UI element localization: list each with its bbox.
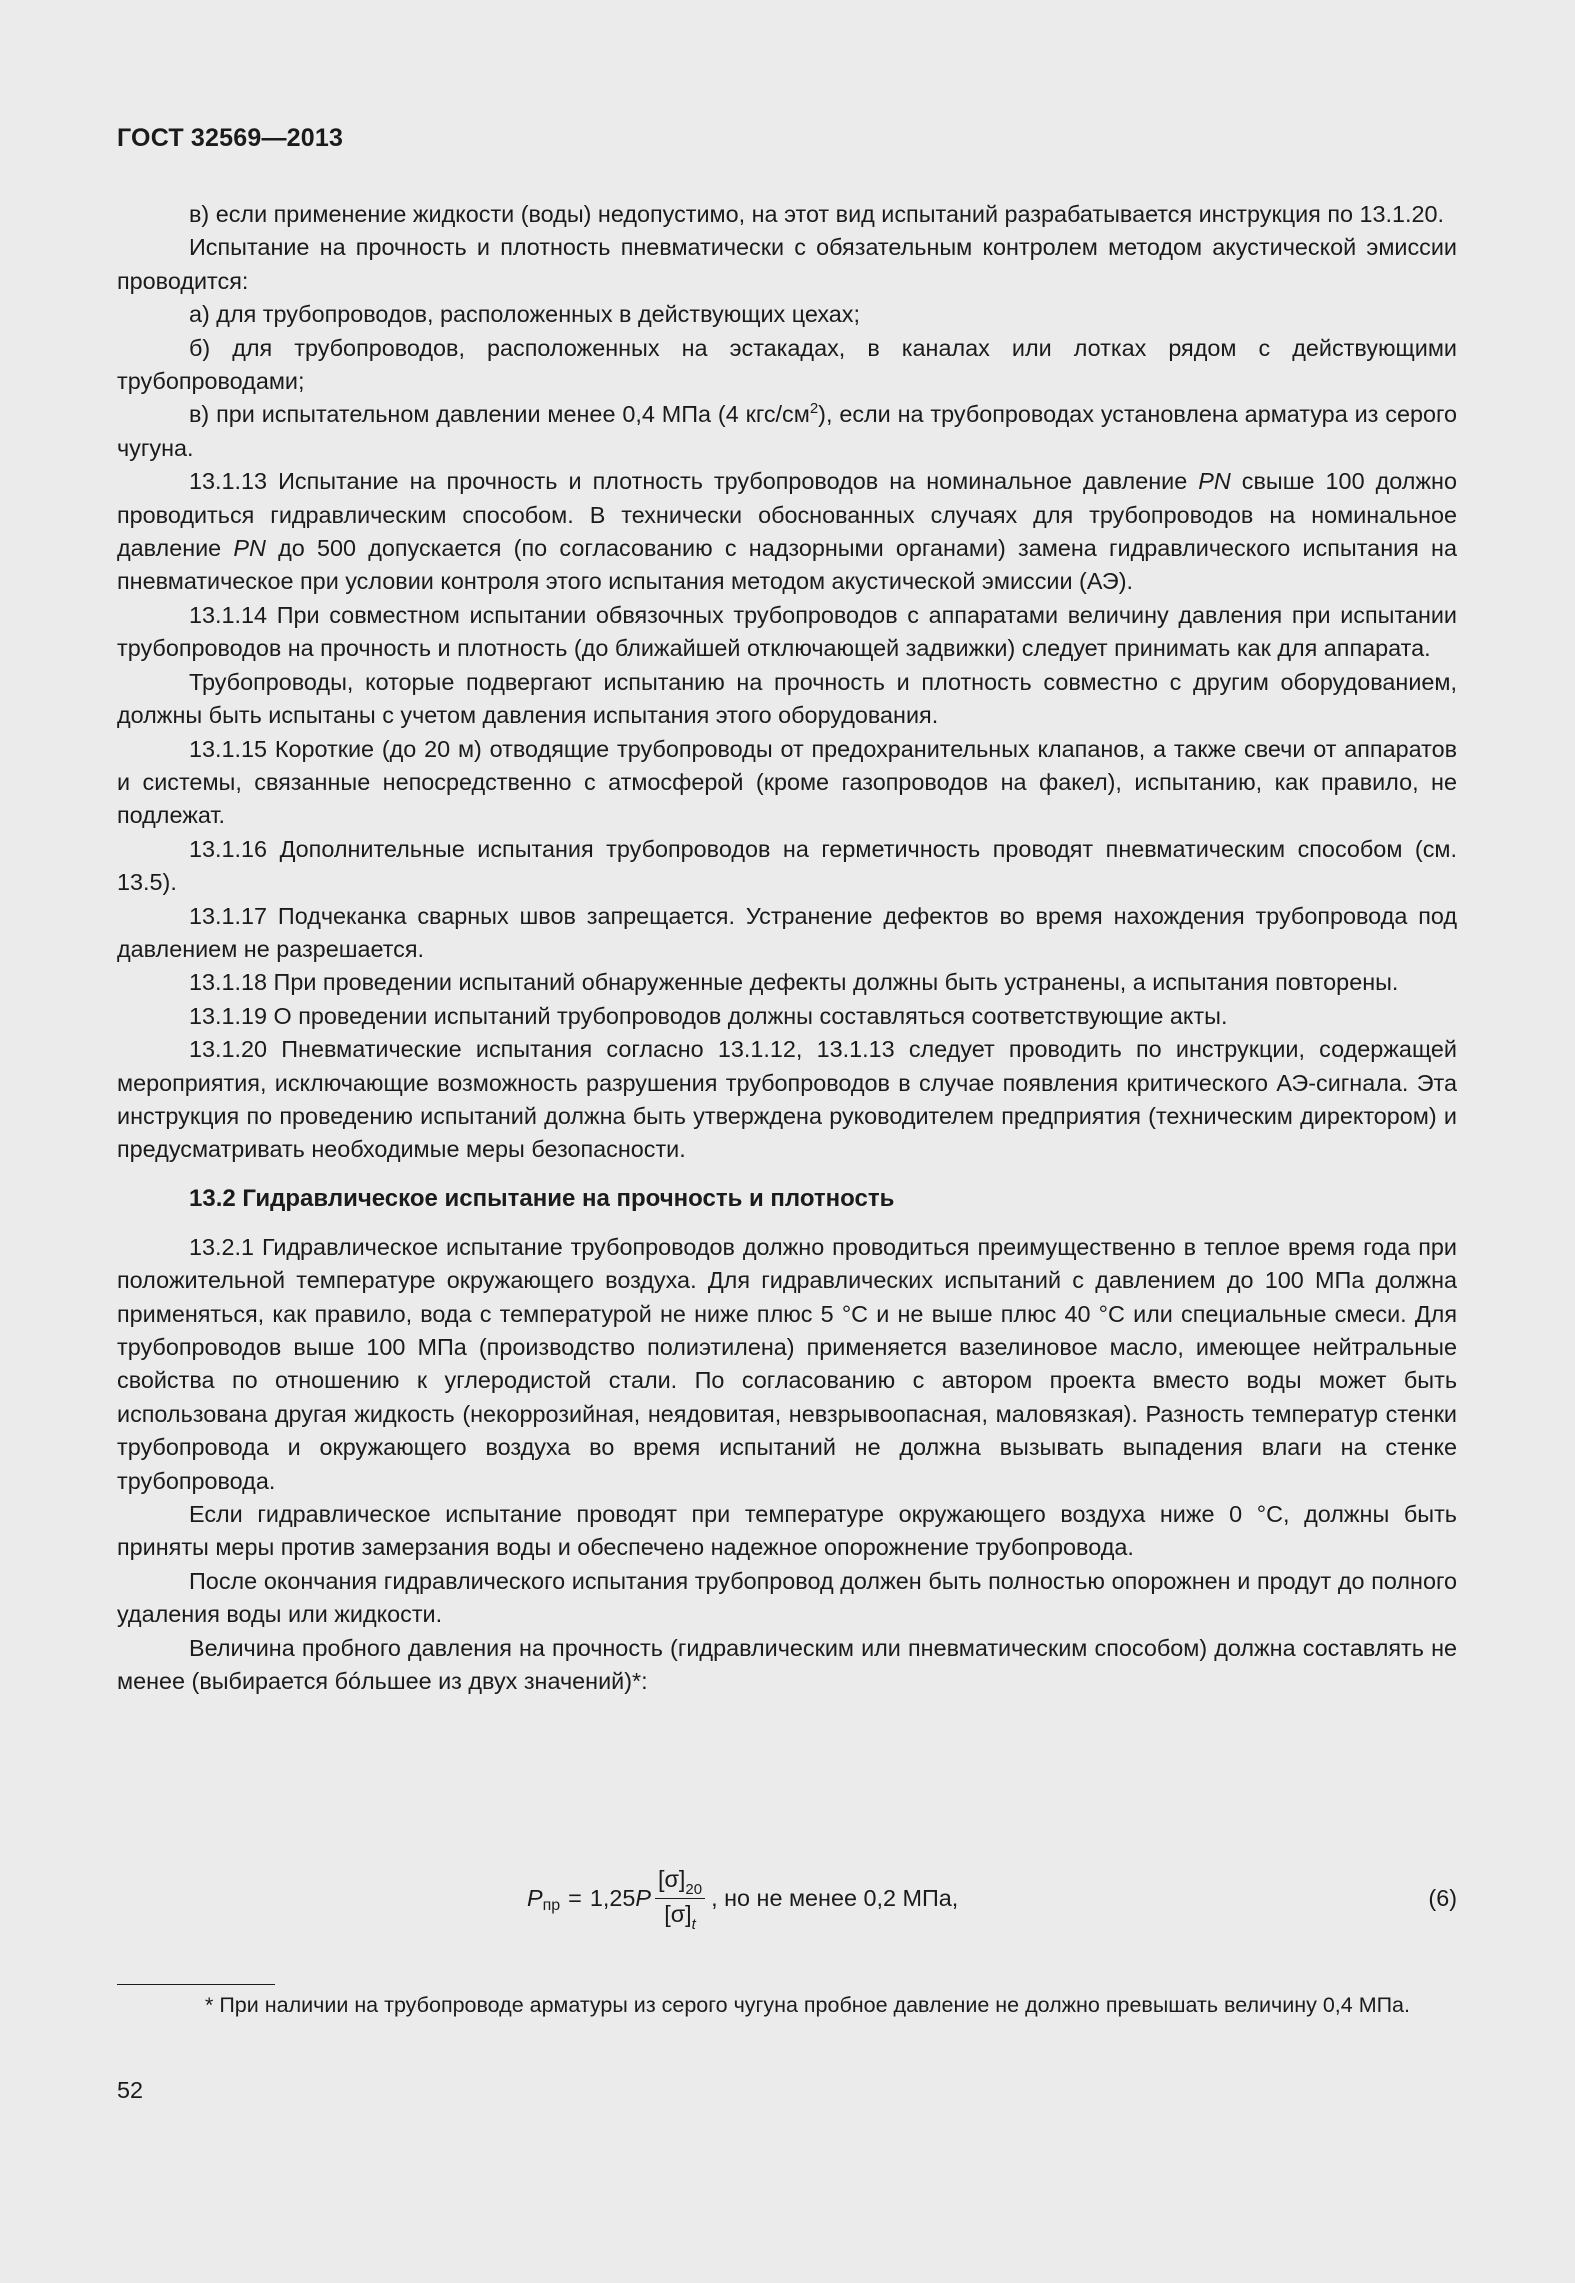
paragraph-13-1-20: 13.1.20 Пневматические испытания согласно 13.1.12, 13.1.13 следует проводить по инструкции, содержащей мероприятия, исключающие возможность разрушения трубопроводов в случае появления критического АЭ-сигнала. Эта инструкция по проведению испытаний должна быть утверждена руководителем предприятия (техническим директором) и предусматривать необходимые меры безопасности. — [117, 1036, 1457, 1163]
formula-denominator-subscript: t — [691, 1915, 696, 1933]
paragraph-13-1-14: 13.1.14 При совместном испытании обвязочных трубопроводов с аппаратами величину давления при испытании трубопроводов на прочность и плотность (до ближайшей отключающей задвижки) следует принимать как для аппарата. — [117, 601, 1457, 662]
pn-symbol: PN — [233, 535, 266, 562]
formula-equals: = — [568, 1884, 582, 1911]
formula-denominator — [661, 1899, 699, 1931]
paragraph: Трубопроводы, которые подвергают испытанию на прочность и плотность совместно с другим оборудованием, должны быть испытаны с учетом давления испытания этого оборудования. — [117, 668, 1457, 729]
paragraph: Испытание на прочность и плотность пневматически с обязательным контролем методом акустической эмиссии проводится: — [117, 234, 1457, 294]
formula-numerator-subscript: 20 — [685, 1880, 703, 1898]
paragraph-13-2-1: 13.2.1 Гидравлическое испытание трубопроводов должно проводиться преимущественно в теплое время года при положительной температуре окружающего воздуха. Для гидравлических испытаний с давлением до 100 МПа должна применяться, как правило, вода с температурой не ниже плюс 5 °С и не выше плюс 40 °С или специальные смеси. Для трубопроводов выше 100 МПа (производство полиэтилена) применяется вазелиновое масло, имеющее нейтральные свойства по отношению к углеродистой стали. По согласованию с автором проекта вместо воды может быть использована другая жидкость (некоррозийная, неядовитая, невзрывоопасная, маловязкая). Разность температур стенки трубопровода и окружающего воздуха во время испытаний не должна вызывать выпадения влаги на стенке трубопровода. — [117, 1233, 1457, 1494]
list-item — [117, 398, 1457, 465]
text-run: в) при испытательном давлении менее 0,4 МПа (4 кгс/см — [189, 401, 810, 428]
pn-symbol: PN — [1198, 468, 1231, 495]
text-run: свыше 100 должно проводиться гидравлическим способом. В технически обоснованных случаях для трубопроводов на номинальное давление — [117, 468, 1457, 562]
paragraph-13-1-13 — [117, 465, 1457, 599]
paragraph-13-1-15: 13.1.15 Короткие (до 20 м) отводящие трубопроводы от предохранительных клапанов, а также свечи от аппаратов и системы, связанные непосредственно с атмосферой (кроме газопроводов на факел), испытанию, как правило, не подлежат. — [117, 735, 1457, 829]
equation-number: (6) — [1428, 1884, 1457, 1911]
formula-coefficient: 1,25 — [589, 1884, 636, 1911]
text-run: до 500 допускается (по согласованию с надзорными органами) замена гидравлического испытания на пневматическое при условии контроля этого испытания методом акустической эмиссии (АЭ). — [117, 535, 1457, 595]
paragraph-13-1-16: 13.1.16 Дополнительные испытания трубопроводов на герметичность проводят пневматическим способом (см. 13.5). — [117, 835, 1457, 896]
paragraph-13-1-17: 13.1.17 Подчеканка сварных швов запрещается. Устранение дефектов во время нахождения трубопровода под давлением не разрешается. — [117, 902, 1457, 962]
footnote-separator — [117, 1984, 275, 1985]
footnote-text: * При наличии на трубопроводе арматуры из серого чугуна пробное давление не должно превышать величину 0,4 МПа. — [205, 1993, 1410, 2017]
page-number: 52 — [117, 2077, 144, 2103]
paragraph-13-1-19: 13.1.19 О проведении испытаний трубопроводов должны составляться соответствующие акты. — [189, 1002, 1228, 1029]
superscript: 2 — [809, 400, 819, 418]
formula-variable: P — [635, 1884, 651, 1911]
paragraph-13-1-18: 13.1.18 При проведении испытаний обнаруженные дефекты должны быть устранены, а испытания повторены. — [189, 969, 1399, 996]
paragraph: в) если применение жидкости (воды) недопустимо, на этот вид испытаний разрабатывается инструкция по 13.1.20. — [189, 201, 1445, 227]
section-heading: 13.2 Гидравлическое испытание на прочность и плотность — [189, 1184, 895, 1212]
text-run: ), если на трубопроводах установлена арматура из серого чугуна. — [117, 401, 1457, 461]
formula-denominator-base: [σ] — [664, 1900, 692, 1927]
paragraph: После окончания гидравлического испытания трубопровод должен быть полностью опорожнен и продут до полного удаления воды или жидкости. — [117, 1567, 1457, 1628]
text-run: 13.1.13 Испытание на прочность и плотность трубопроводов на номинальное давление — [189, 468, 1199, 495]
main-text — [117, 198, 1457, 1698]
formula-6 — [117, 1858, 1457, 1938]
document-header: ГОСТ 32569—2013 — [117, 124, 344, 152]
formula-numerator-base: [σ] — [657, 1865, 686, 1892]
formula-expression — [527, 1858, 958, 1938]
formula-fraction — [655, 1866, 705, 1931]
paragraph: Если гидравлическое испытание проводят при температуре окружающего воздуха ниже 0 °С, должны быть приняты меры против замерзания воды и обеспечено надежное опорожнение трубопровода. — [117, 1501, 1457, 1561]
formula-condition: , но не менее 0,2 МПа, — [711, 1884, 959, 1911]
paragraph: Величина пробного давления на прочность (гидравлическим или пневматическим способом) должна составлять не менее (выбирается бóльшее из двух значений)*: — [117, 1634, 1457, 1695]
footnote — [117, 1990, 1457, 2021]
formula-lhs-subscript: пр — [542, 1897, 561, 1914]
list-item: а) для трубопроводов, расположенных в действующих цехах; — [189, 301, 861, 328]
formula-numerator — [655, 1866, 705, 1899]
list-item: б) для трубопроводов, расположенных на эстакадах, в каналах или лотках рядом с действующими трубопроводами; — [117, 334, 1457, 395]
formula-lhs-symbol: P — [527, 1884, 543, 1911]
